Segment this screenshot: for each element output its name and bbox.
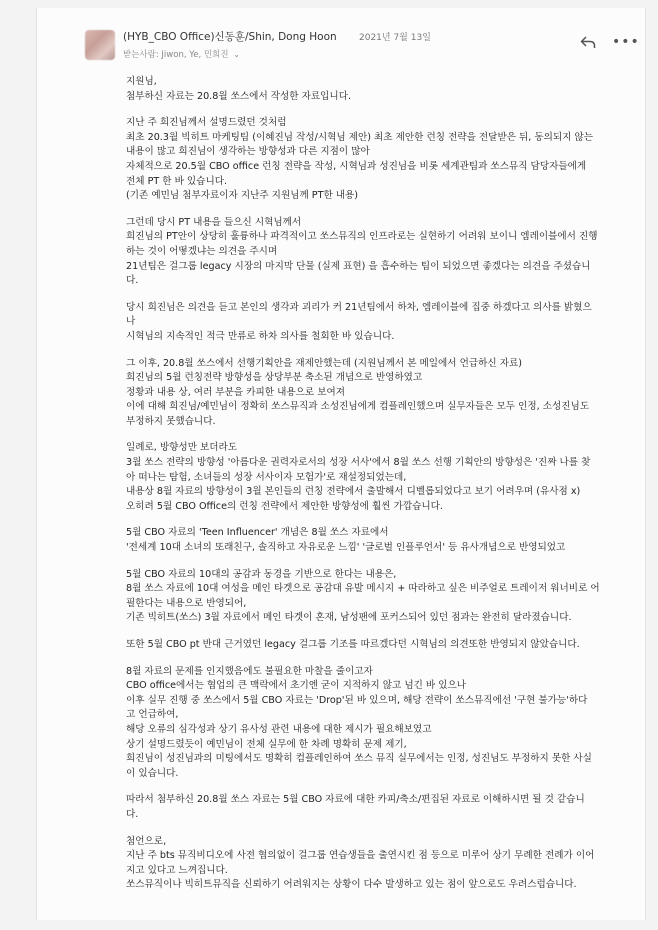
text-line: 지난 주 bts 뮤직비디오에 사전 협의없이 걸그룹 연습생들을 출연시킨 점 등으로 미루어 상기 무례한 전례가 이어 — [126, 850, 595, 862]
recipients-line[interactable] — [123, 48, 240, 60]
paragraph — [126, 301, 638, 345]
text-line: 기존 빅히트(쏘스) 3월 자료에서 메인 타겟이 혼재, 남성팬에 포커스되어 있던 점과는 완전히 달라졌습니다. — [126, 612, 572, 624]
paragraph — [126, 568, 638, 626]
text-line: 최초 20.3월 빅히트 마케팅팀 (이혜진님 작성/시혁님 제안) 최초 제안한 런칭 전략을 전달받은 뒤, 동의되지 않는 — [126, 131, 594, 143]
text-line: 희진님의 PT안이 상당히 훌륭하나 파격적이고 쏘스뮤직의 인프라로는 실현하기 어려워 보이니 엠레이블에서 진행 — [126, 231, 598, 243]
paragraph — [126, 638, 638, 653]
text-line: 나 — [126, 316, 136, 328]
text-line: 지원님, — [126, 76, 157, 87]
text-line: 첨부하신 자료는 20.8월 쏘스에서 작성한 자료입니다. — [126, 90, 352, 102]
sender-name[interactable]: (HYB_CBO Office)신동훈/Shin, Dong Hoon — [123, 31, 337, 43]
text-line: 고 언급하여, — [126, 709, 179, 721]
email-view — [36, 8, 646, 920]
text-line: 그 이후, 20.8월 쏘스에서 선행기획안을 재제안했는데 (지원님께서 본 메일에서 언급하신 자료) — [126, 357, 523, 369]
text-line: 하는 것이 어떻겠냐는 의견을 주시며 — [126, 245, 278, 257]
text-line: 상기 설명드렸듯이 예민님이 전체 실무에 한 차례 명확히 문제 제기, — [126, 738, 407, 750]
reply-icon[interactable] — [580, 35, 596, 49]
text-line: '전세계 10대 소녀의 또래친구, 솔직하고 자유로운 느낌' '글로벌 인플루언서' 등 유사개념으로 반영되었고 — [126, 542, 566, 554]
chevron-down-icon[interactable]: ⌄ — [233, 50, 240, 59]
email-header — [37, 8, 645, 60]
text-line: 지고 있다고 느껴집니다. — [126, 864, 228, 876]
paragraph — [126, 216, 638, 289]
text-line: 부정하지 못했습니다. — [126, 415, 216, 427]
text-line: 정황과 내용 상, 여러 부분을 카피한 내용으로 보여져 — [126, 386, 346, 398]
text-line: 8월 쏘스 자료에 10대 여성을 메인 타겟으로 공감대 유발 메시지 + 따라하고 싶은 비주얼로 트레이저 워너비로 어 — [126, 583, 600, 595]
text-line: 5월 CBO 자료의 'Teen Influencer' 개념은 8월 쏘스 자료에서 — [126, 527, 389, 539]
text-line: 아 떠나는 탐험, 소녀들의 성장 서사이자 모험가'로 재설정되었는데, — [126, 471, 407, 483]
text-line: 그런데 당시 PT 내용을 들으신 시혁님께서 — [126, 216, 302, 228]
text-line: 지난 주 희진님께서 설명드렸던 것처럼 — [126, 117, 287, 129]
text-line: 따라서 첨부하신 20.8월 쏘스 자료는 5월 CBO 자료에 대한 카피/축소/편집된 자료로 이해하시면 될 것 같습니 — [126, 794, 585, 806]
text-line: 당시 희진님은 의견을 듣고 본인의 생각과 괴리가 커 21년팀에서 하차, 엠레이블에 집중 하겠다고 의사를 밝혔으 — [126, 301, 592, 313]
paragraph — [126, 357, 638, 430]
paragraph — [126, 441, 638, 514]
text-line: 희진님이 성진님과의 미팅에서도 명확히 컴플레인하여 쏘스 뮤직 실무에서는 인정, 성진님도 부정하지 못한 사실 — [126, 753, 592, 765]
more-options-icon[interactable]: ••• — [612, 34, 640, 50]
text-line: 시혁님의 지속적인 적극 만류로 하차 의사를 철회한 바 있습니다. — [126, 330, 395, 342]
sent-date: 2021년 7월 13일 — [359, 33, 431, 43]
paragraph — [126, 835, 638, 893]
text-line: (기존 예민님 첨부자료이자 지난주 지원님께 PT한 내용) — [126, 190, 359, 202]
recipients-label: 받는사람: — [123, 50, 159, 60]
text-line: 오히려 5월 CBO Office의 런칭 전략에서 제안한 방향성에 훨씬 가깝습니다. — [126, 500, 443, 512]
sender-avatar[interactable] — [85, 30, 115, 60]
text-line: 내용상 8월 자료의 방향성이 3월 본인들의 런칭 전략에서 출발해서 디벨롭되었다고 보기 어려우며 (유사점 x) — [126, 486, 581, 498]
text-line: 자체적으로 20.5월 CBO office 런칭 전략을 작성, 시혁님과 성진님을 비롯 세계관팀과 쏘스뮤직 담당자들에게 — [126, 160, 587, 172]
paragraph — [126, 793, 638, 822]
text-line: 내용이 많고 희진님이 생각하는 방향성과 다른 지점이 많아 — [126, 146, 370, 158]
text-line: 다. — [126, 808, 139, 820]
paragraph — [126, 75, 638, 104]
text-line: 8월 자료의 문제를 인지했음에도 불필요한 마찰을 줄이고자 — [126, 665, 373, 677]
text-line: CBO office에서는 협업의 큰 맥락에서 초기엔 굳이 지적하지 않고 넘긴 바 있으나 — [126, 680, 467, 692]
text-line: 일례로, 방향성만 보더라도 — [126, 442, 238, 454]
text-line: 해당 오류의 심각성과 상기 유사성 관련 내용에 대한 제시가 필요해보였고 — [126, 723, 432, 735]
text-line: 쏘스뮤직이나 빅히트뮤직을 신뢰하기 어려워지는 상황이 다수 발생하고 있는 점이 앞으로도 우려스럽습니다. — [126, 879, 577, 891]
text-line: 이후 실무 진행 중 쏘스에서 5월 CBO 자료는 'Drop'된 바 있으며, 해당 전략이 쏘스뮤직에선 '구현 불가능'하다 — [126, 694, 588, 706]
text-line: 이에 대해 희진님/예민님이 정확히 쏘스뮤직과 소성진님에게 컴플레인했으며 실무자들은 모두 인정, 소성진님도 — [126, 401, 590, 413]
text-line: 전체 PT 한 바 있습니다. — [126, 175, 228, 187]
recipients-list: Jiwon, Ye, 민희진 — [161, 50, 229, 60]
email-body — [126, 75, 638, 905]
text-line: 21년팀은 걸그룹 legacy 시장의 마지막 단물 (실제 표현) 을 흡수하는 팀이 되었으면 좋겠다는 의견을 주셨습니 — [126, 260, 591, 272]
text-line: 첨언으로, — [126, 835, 167, 847]
paragraph — [126, 665, 638, 782]
text-line: 또한 5월 CBO pt 반대 근거였던 legacy 걸그룹 기조를 따르겠다던 시혁님의 의견또한 반영되지 않았습니다. — [126, 639, 580, 650]
text-line: 3월 쏘스 전략의 방향성 '아름다운 권력자로서의 성장 서사'에서 8월 쏘스 선행 기획안의 방향성은 '진짜 나를 찾 — [126, 457, 591, 469]
paragraph — [126, 116, 638, 204]
text-line: 희진님의 5월 런칭전략 방향성을 상당부분 축소된 개념으로 반영하였고 — [126, 372, 423, 384]
paragraph — [126, 526, 638, 555]
text-line: 필한다는 내용으로 반영되어, — [126, 597, 247, 609]
text-line: 5월 CBO 자료의 10대의 공감과 동경을 기반으로 한다는 내용은, — [126, 568, 397, 580]
text-line: 다. — [126, 275, 139, 287]
text-line: 이 있습니다. — [126, 767, 179, 779]
